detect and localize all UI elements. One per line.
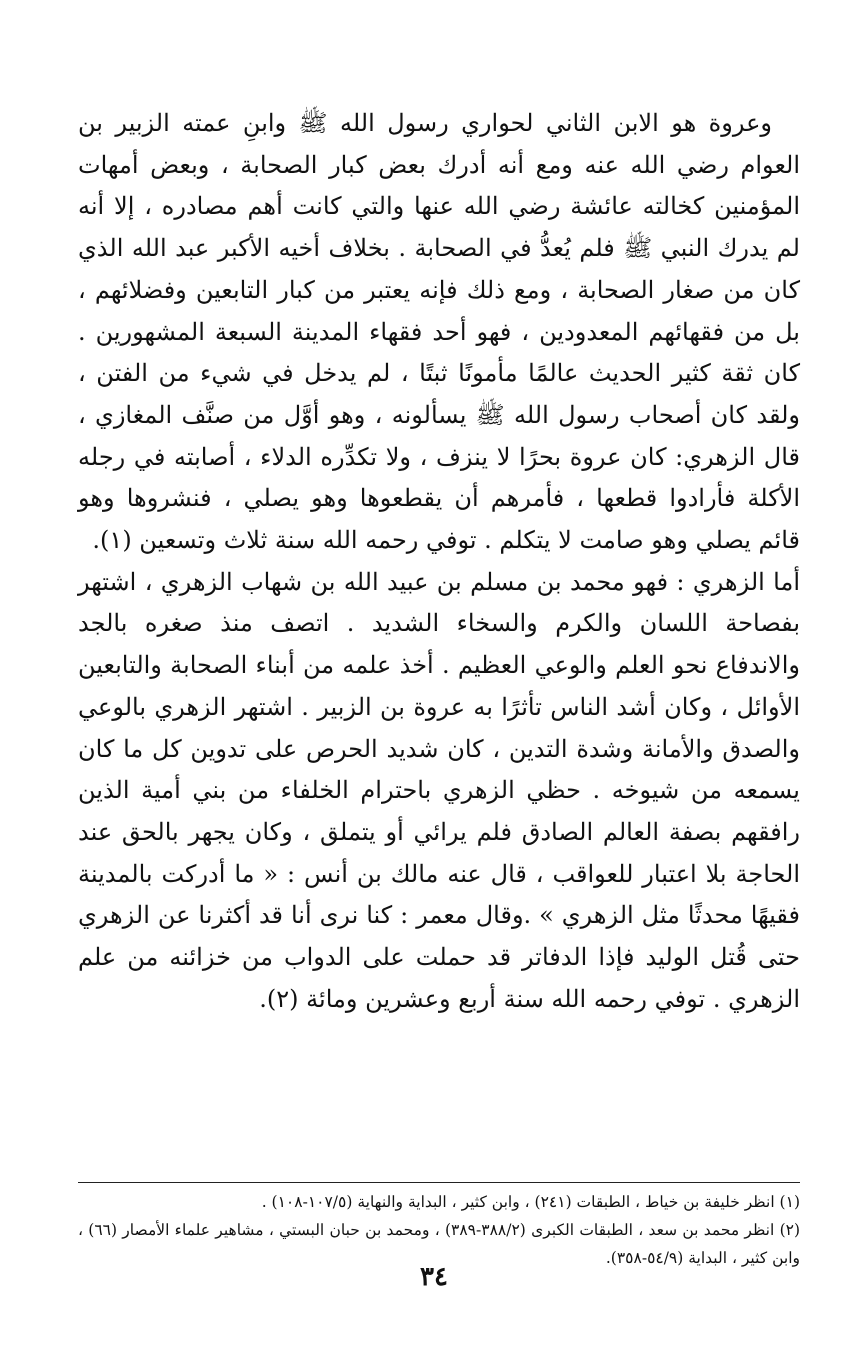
paragraph-zuhri: أما الزهري : فهو محمد بن مسلم بن عبيد الله بن شهاب الزهري ، اشتهر بفصاحة اللسان والكرم والسخاء الشديد . اتصف منذ صغره بالجد والاندفاع نحو العلم والوعي العظيم . أخذ علمه من أبناء الصحابة والتابعين الأوائل ، وكان أشد الناس تأثرًا به عروة بن الزبير . اشتهر الزهري بالوعي والصدق والأمانة وشدة التدين ، كان شديد الحرص على تدوين كل ما كان يسمعه من شيوخه . حظي الزهري باحترام الخلفاء من بني أمية الذين رافقهم بصفة العالم الصادق فلم يرائي أو يتملق ، وكان يجهر بالحق عند الحاجة بلا اعتبار للعواقب ، قال عنه مالك بن أنس : « ما أدركت بالمدينة فقيهًا محدثًا مثل الزهري » .وقال معمر : كنا نرى أنا قد أكثرنا عن الزهري حتى قُتل الوليد فإذا الدفاتر قد حملت على الدواب من خزائنه من علم الزهري . توفي رحمه الله سنة أربع وعشرين ومائة (٢). [78,567,800,1013]
footnote-1: (١) انظر خليفة بن خياط ، الطبقات (٢٤١) ، وابن كثير ، البداية والنهاية (١٠٧/٥-١٠٨) . [261,1193,800,1211]
main-text [78,103,800,1020]
footnote-divider [78,1182,800,1183]
paragraph-urwa: وعروة هو الابن الثاني لحواري رسول الله ﷺ وابنِ عمته الزبير بن العوام رضي الله عنه ومع أنه أدرك بعض كبار الصحابة ، وبعض أمهات المؤمنين كخالته عائشة رضي الله عنها والتي كانت أهم مصادره ، إلا أنه لم يدرك النبي ﷺ فلم يُعدُّ في الصحابة . بخلاف أخيه الأكبر عبد الله الذي كان من صغار الصحابة ، ومع ذلك فإنه يعتبر من كبار التابعين وفضلائهم ، بل من فقهائهم المعدودين ، فهو أحد فقهاء المدينة السبعة المشهورين . كان ثقة كثير الحديث عالمًا مأمونًا ثبتًا ، لم يدخل في شيء من الفتن ، ولقد كان أصحاب رسول الله ﷺ يسألونه ، وهو أوَّل من صنَّف المغازي ، قال الزهري: كان عروة بحرًا لا ينزف ، ولا تكدِّره الدلاء ، أصابته في رجله الأكلة فأرادوا قطعها ، فأمرهم أن يقطعوها وهو يصلي ، فنشروها وهو قائم يصلي وهو صامت لا يتكلم . توفي رحمه الله سنة ثلاث وتسعين (١). [78,109,801,555]
footnotes [78,1188,800,1272]
footnote-2: (٢) انظر محمد بن سعد ، الطبقات الكبرى (٣٨٨/٢-٣٨٩) ، ومحمد بن حبان البستي ، مشاهير علماء الأمصار (٦٦) ، وابن كثير ، البداية (٥٤/٩-٣٥٨). [78,1221,801,1267]
page-number: ٣٤ [420,1262,448,1292]
